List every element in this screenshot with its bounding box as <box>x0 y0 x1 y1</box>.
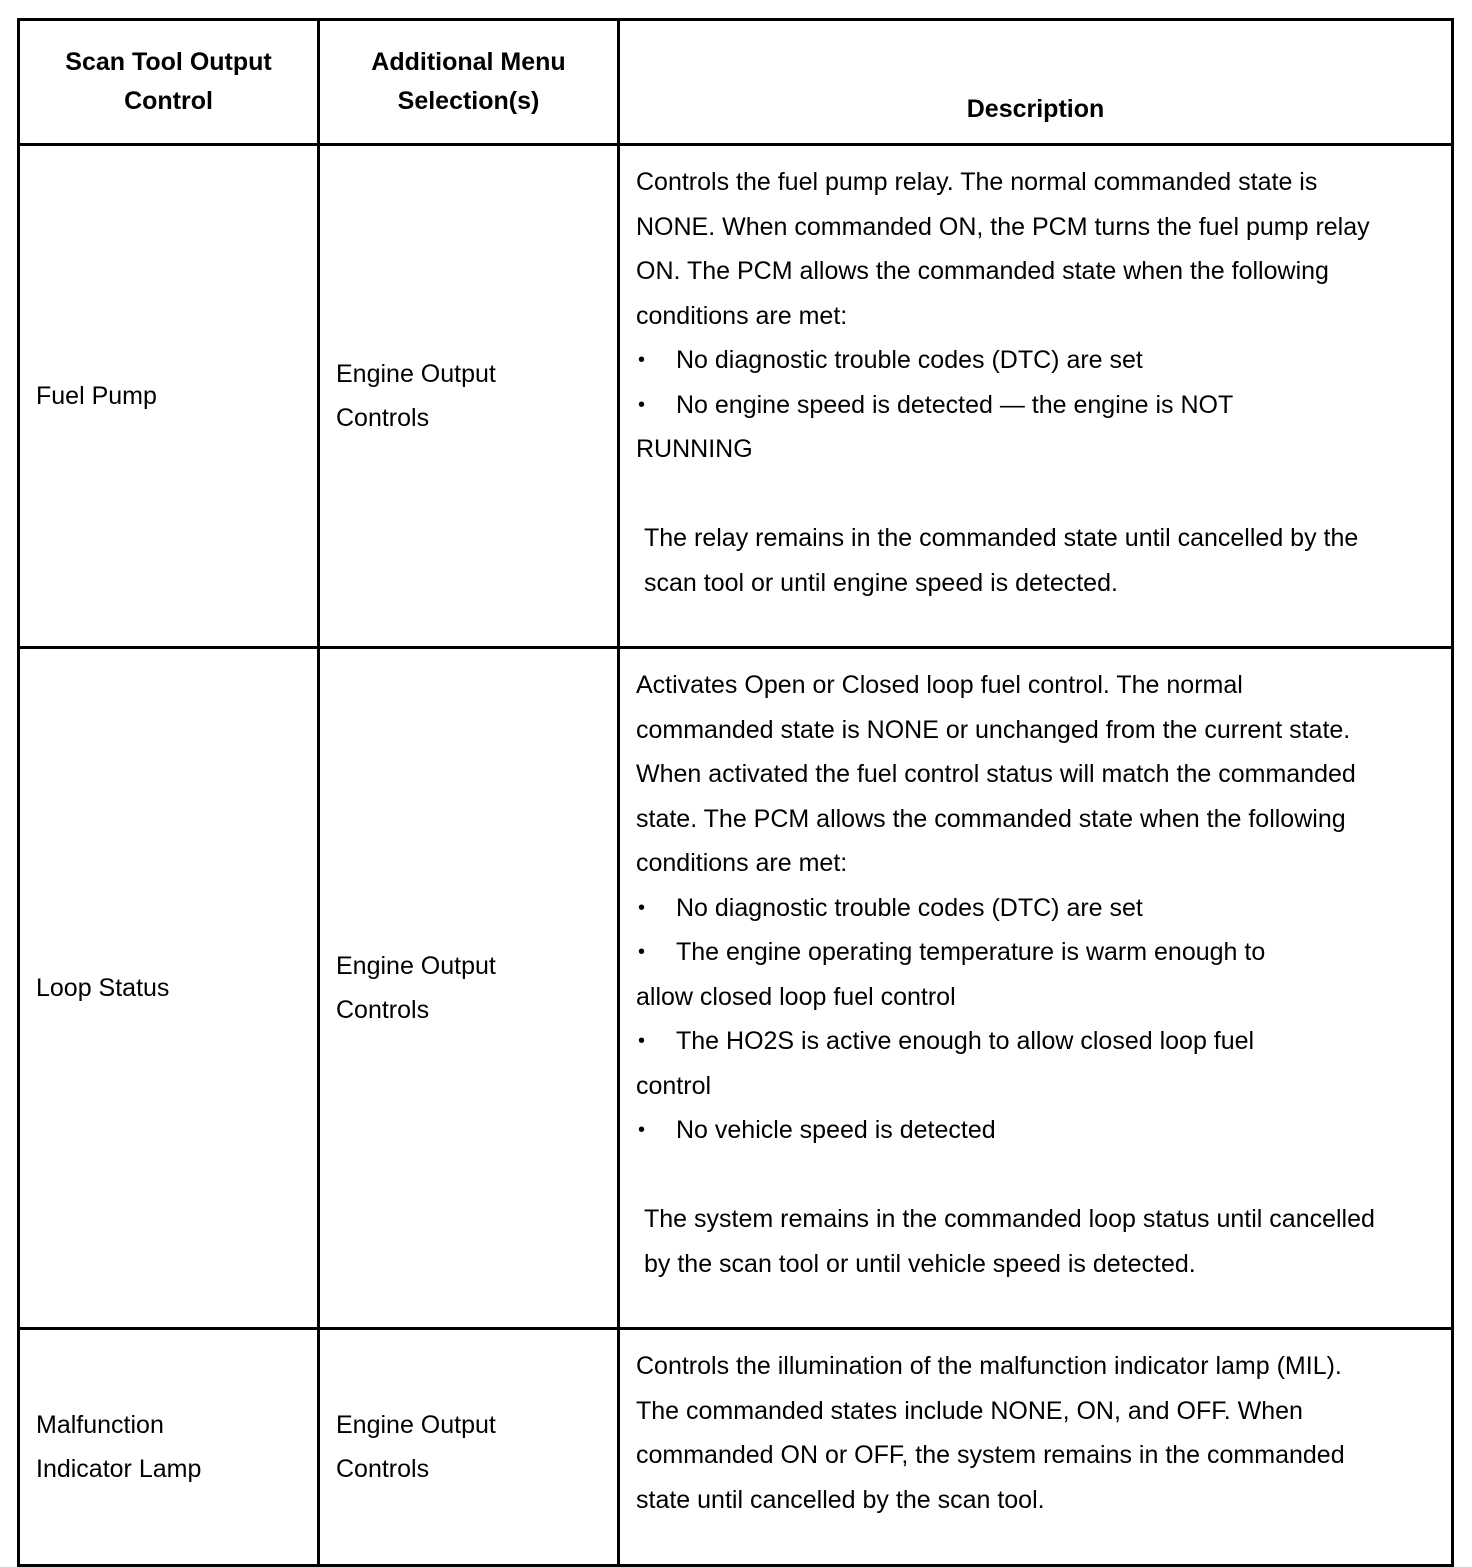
bullet-text: No vehicle speed is detected <box>676 1116 996 1144</box>
table-row-loop-status <box>19 648 1453 1329</box>
description-intro: Activates Open or Closed loop fuel control. The normal commanded state is NONE or unchanged from the current state. When activated the fuel control status will match the commanded state. The PCM allows the commanded state when the following conditions are met: <box>636 671 1356 877</box>
bullet-continuation <box>636 427 1381 472</box>
description-cell <box>619 648 1453 1329</box>
control-name: Loop Status <box>36 973 170 1002</box>
control-name-line2: Indicator Lamp <box>36 1455 202 1483</box>
table-row-fuel-pump <box>19 145 1453 648</box>
bullet-item <box>636 886 1381 931</box>
description-intro: Controls the fuel pump relay. The normal commanded state is NONE. When commanded ON, the PCM turns the fuel pump relay ON. The PCM allows the commanded state when the following conditions are met: <box>636 168 1370 330</box>
description-note: The system remains in the commanded loop status until cancelled by the scan tool or until vehicle speed is detected. <box>644 1205 1375 1278</box>
bullet-icon: • <box>638 896 646 919</box>
bullet-item <box>636 1019 1381 1064</box>
control-name: Fuel Pump <box>36 381 157 410</box>
bullet-continuation-text: control <box>636 1071 712 1100</box>
header-col2-line2: Selection(s) <box>397 87 540 115</box>
bullet-continuation-text: allow closed loop fuel control <box>636 982 956 1011</box>
bullet-icon: • <box>638 393 646 416</box>
header-description: Description <box>619 20 1453 145</box>
menu-line1: Engine Output <box>336 1410 496 1439</box>
control-name-line1: Malfunction <box>36 1410 164 1439</box>
bullet-continuation <box>636 1064 1381 1109</box>
control-cell <box>19 648 319 1329</box>
menu-cell <box>319 145 619 648</box>
control-cell <box>19 1329 319 1566</box>
menu-cell <box>319 1329 619 1566</box>
header-col2-line1: Additional Menu <box>371 48 566 76</box>
header-row <box>19 20 1453 145</box>
bullet-text: The engine operating temperature is warm enough to <box>676 938 1266 966</box>
menu-line2: Controls <box>336 996 430 1024</box>
menu-line1: Engine Output <box>336 951 496 980</box>
description-cell <box>619 1329 1453 1566</box>
bullet-icon: • <box>638 349 646 371</box>
bullet-icon: • <box>638 1119 646 1141</box>
bullet-text: No diagnostic trouble codes (DTC) are set <box>676 893 1143 922</box>
bullet-item <box>636 338 1381 383</box>
bullet-item <box>636 383 1381 428</box>
bullet-item <box>636 1108 1381 1153</box>
bullet-text: No engine speed is detected — the engine is NOT <box>676 390 1234 419</box>
paragraph-spacer <box>636 472 1381 517</box>
paragraph-spacer <box>636 1153 1381 1198</box>
description-note: The relay remains in the commanded state until cancelled by the scan tool or until engine speed is detected. <box>644 524 1359 597</box>
bullet-icon: • <box>638 1030 646 1052</box>
header-scan-tool-output-control <box>19 20 319 145</box>
output-controls-table <box>17 18 1454 1567</box>
description-intro: Controls the illumination of the malfunction indicator lamp (MIL). The commanded states include NONE, ON, and OFF. When commanded ON or OFF, the system remains in the commanded state until cancelled by the scan tool. <box>636 1352 1345 1514</box>
control-cell <box>19 145 319 648</box>
bullet-item <box>636 930 1381 975</box>
menu-line2: Controls <box>336 1455 430 1483</box>
bullet-continuation-text: RUNNING <box>636 435 753 463</box>
menu-line1: Engine Output <box>336 359 496 388</box>
bullet-text: The HO2S is active enough to allow closed loop fuel <box>676 1027 1255 1055</box>
menu-cell <box>319 648 619 1329</box>
description-cell <box>619 145 1453 648</box>
bullet-icon: • <box>638 941 646 963</box>
header-col1-line1: Scan Tool Output <box>65 48 272 76</box>
menu-line2: Controls <box>336 404 430 432</box>
bullet-text: No diagnostic trouble codes (DTC) are set <box>676 346 1143 374</box>
table-row-malfunction-indicator-lamp <box>19 1329 1453 1566</box>
bullet-continuation <box>636 975 1381 1020</box>
header-additional-menu-selections <box>319 20 619 145</box>
header-col1-line2: Control <box>124 87 213 115</box>
